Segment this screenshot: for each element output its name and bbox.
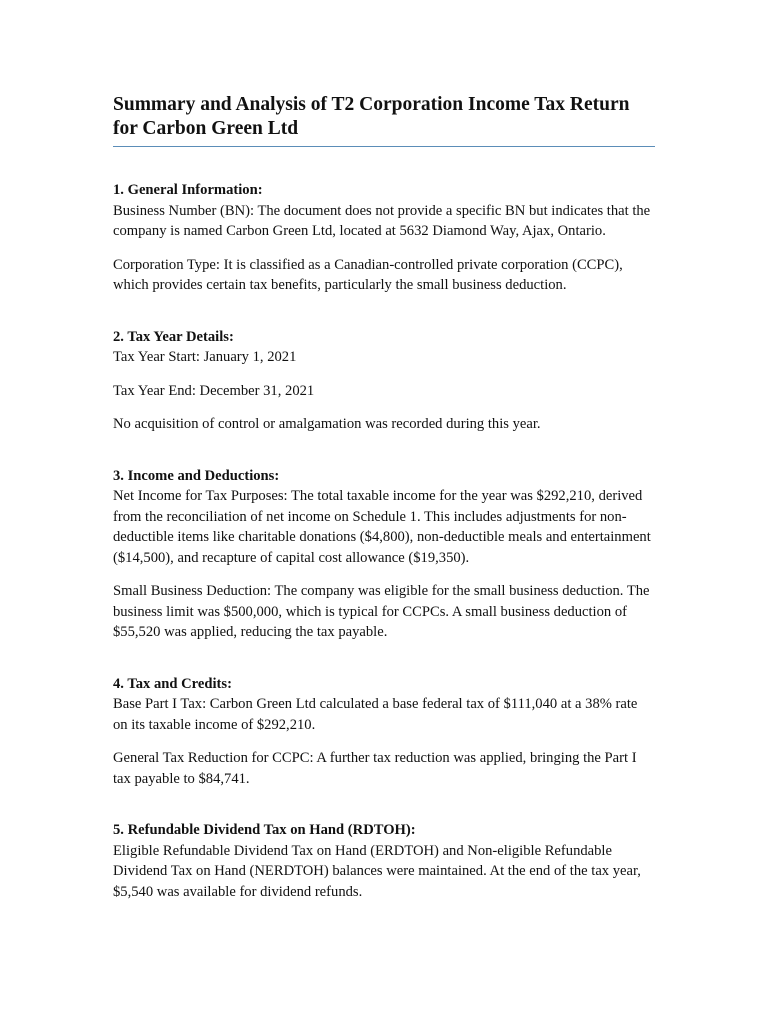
document-page: [113, 93, 655, 902]
section-general-information: [113, 180, 655, 296]
section-heading: 3. Income and Deductions:: [113, 467, 280, 484]
section-tax-year-details: [113, 327, 655, 435]
paragraph: Net Income for Tax Purposes: The total taxable income for the year was $292,210, derived from the reconciliation of net income on Schedule 1. This includes adjustments for non-deductible items like charitable donations ($4,800), non-deductible meals and entertainment ($14,500), and recapture of capital cost allowance ($19,350).: [113, 488, 651, 566]
section-heading: 4. Tax and Credits:: [113, 675, 232, 692]
section-rdtoh: [113, 820, 655, 902]
paragraph: Base Part I Tax: Carbon Green Ltd calculated a base federal tax of $111,040 at a 38% rate on its taxable income of $292,210.: [113, 696, 638, 733]
paragraph: Small Business Deduction: The company was eligible for the small business deduction. The business limit was $500,000, which is typical for CCPCs. A small business deduction of $55,520 was applied, reducing the tax payable.: [113, 583, 650, 640]
section-income-and-deductions: [113, 466, 655, 643]
section-tax-and-credits: [113, 674, 655, 790]
section-heading: 1. General Information:: [113, 182, 263, 198]
paragraph: Eligible Refundable Dividend Tax on Hand (ERDTOH) and Non-eligible Refundable Dividend Tax on Hand (NERDTOH) balances were maintained. At the end of the tax year, $5,540 was available for dividend refunds.: [113, 842, 641, 900]
section-heading: 2. Tax Year Details:: [113, 328, 234, 345]
paragraph: Business Number (BN): The document does not provide a specific BN but indicates that the company is named Carbon Green Ltd, located at 5632 Diamond Way, Ajax, Ontario.: [113, 202, 651, 239]
paragraph: Corporation Type: It is classified as a Canadian-controlled private corporation (CCPC), which provides certain tax benefits, particularly the small business deduction.: [113, 256, 623, 293]
paragraph: General Tax Reduction for CCPC: A further tax reduction was applied, bringing the Part I tax payable to $84,741.: [113, 750, 637, 787]
document-title: Summary and Analysis of T2 Corporation Income Tax Return for Carbon Green Ltd: [113, 93, 655, 147]
paragraph: Tax Year End: December 31, 2021: [113, 382, 315, 399]
paragraph: No acquisition of control or amalgamation was recorded during this year.: [113, 416, 541, 432]
paragraph: Tax Year Start: January 1, 2021: [113, 349, 297, 365]
section-heading: 5. Refundable Dividend Tax on Hand (RDTOH):: [113, 822, 416, 838]
